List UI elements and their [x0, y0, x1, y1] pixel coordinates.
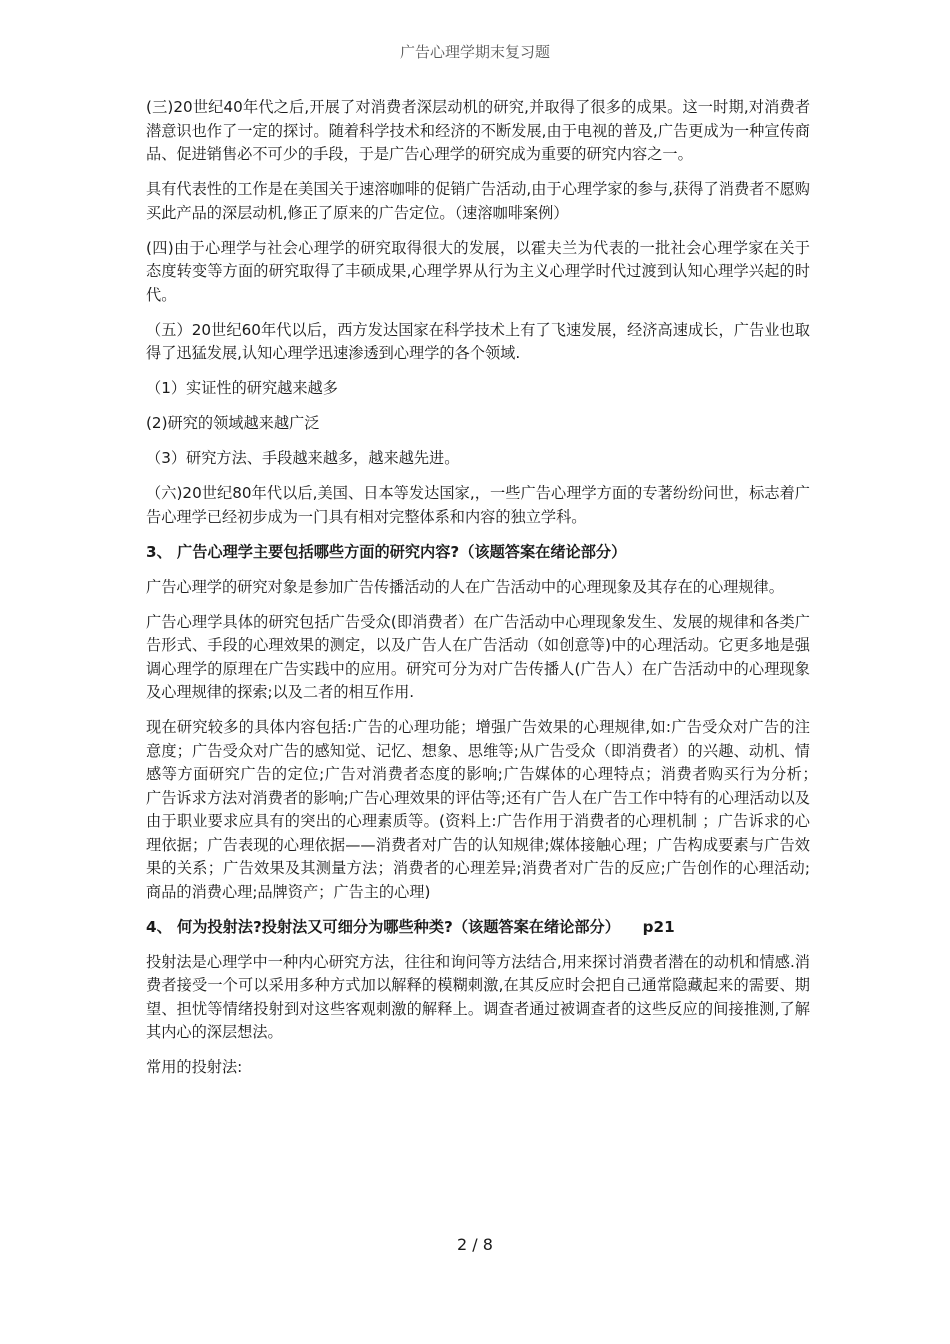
paragraph: (四)由于心理学与社会心理学的研究取得很大的发展，以霍夫兰为代表的一批社会心理学家在关于态度转变等方面的研究取得了丰硕成果,心理学界从行为主义心理学时代过渡到认知心理学兴起的时代。 — [146, 238, 810, 304]
list-item: （3）研究方法、手段越来越多，越来越先进。 — [146, 449, 460, 467]
document-body — [146, 96, 826, 1091]
page-header-title: 广告心理学期末复习题 — [399, 43, 550, 61]
paragraph: （六)20世纪80年代以后,美国、日本等发达国家,，一些广告心理学方面的专著纷纷问世，标志着广告心理学已经初步成为一门具有相对完整体系和内容的独立学科。 — [146, 484, 810, 526]
paragraph: 现在研究较多的具体内容包括:广告的心理功能；增强广告效果的心理规律,如:广告受众对广告的注意度；广告受众对广告的感知觉、记忆、想象、思维等;从广告受众（即消费者）的兴趣、动机、情感等方面研究广告的定位;广告对消费者态度的影响;广告媒体的心理特点；消费者购买行为分析； 广告诉求方法对消费者的影响;广告心理效果的评估等;还有广告人在广告工作中特有的心理活动以及由于职业要求应具有的突出的心理素质等。(资料上:广告作用于消费者的心理机制 ；广告诉求的心理依据；广告表现的心理依据——消费者对广告的认知规律;媒体接触心理；广告构成要素与广告效果的关系；广告效果及其测量方法；消费者的心理差异;消费者对广告的反应;广告创作的心理活动;商品的消费心理;品牌资产；广告主的心理) — [146, 718, 826, 901]
paragraph: (三)20世纪40年代之后,开展了对消费者深层动机的研究,并取得了很多的成果。这一时期,对消费者潜意识也作了一定的探讨。随着科学技术和经济的不断发展,由于电视的普及,广告更成为一种宣传商品、促进销售必不可少的手段，于是广告心理学的研究成为重要的研究内容之一。 — [146, 98, 810, 163]
paragraph: 具有代表性的工作是在美国关于速溶咖啡的促销广告活动,由于心理学家的参与,获得了消费者不愿购买此产品的深层动机,修正了原来的广告定位。（速溶咖啡案例） — [146, 180, 810, 222]
paragraph: （五）20世纪60年代以后，西方发达国家在科学技术上有了飞速发展，经济高速成长，广告业也取得了迅猛发展,认知心理学迅速渗透到心理学的各个领域. — [146, 320, 810, 362]
paragraph: 常用的投射法: — [146, 1058, 243, 1076]
paragraph: 投射法是心理学中一种内心研究方法，往往和询问等方法结合,用来探讨消费者潜在的动机和情感.消费者接受一个可以采用多种方式加以解释的模糊刺激,在其反应时会把自己通常隐藏起来的需要、期望、担忧等情绪投射到对这些客观刺激的解释上。调查者通过被调查者的这些反应的间接推测,了解其内心的深层想法。 — [146, 952, 810, 1041]
list-item: (2)研究的领域越来越广泛 — [146, 414, 320, 432]
page-number: 2 / 8 — [457, 1235, 493, 1254]
list-item: （1）实证性的研究越来越多 — [146, 379, 338, 397]
question-heading: 4、 何为投射法?投射法又可细分为哪些种类?（该题答案在绪论部分） p21 — [146, 917, 675, 936]
question-heading: 3、 广告心理学主要包括哪些方面的研究内容?（该题答案在绪论部分） — [146, 542, 627, 561]
paragraph: 广告心理学具体的研究包括广告受众(即消费者）在广告活动中心理现象发生、发展的规律和各类广告形式、手段的心理效果的测定，以及广告人在广告活动（如创意等)中的心理活动。它更多地是强调心理学的原理在广告实践中的应用。研究可分为对广告传播人(广告人）在广告活动中的心理现象及心理规律的探索;以及二者的相互作用. — [146, 612, 810, 701]
paragraph: 广告心理学的研究对象是参加广告传播活动的人在广告活动中的心理现象及其存在的心理规律。 — [146, 577, 784, 596]
